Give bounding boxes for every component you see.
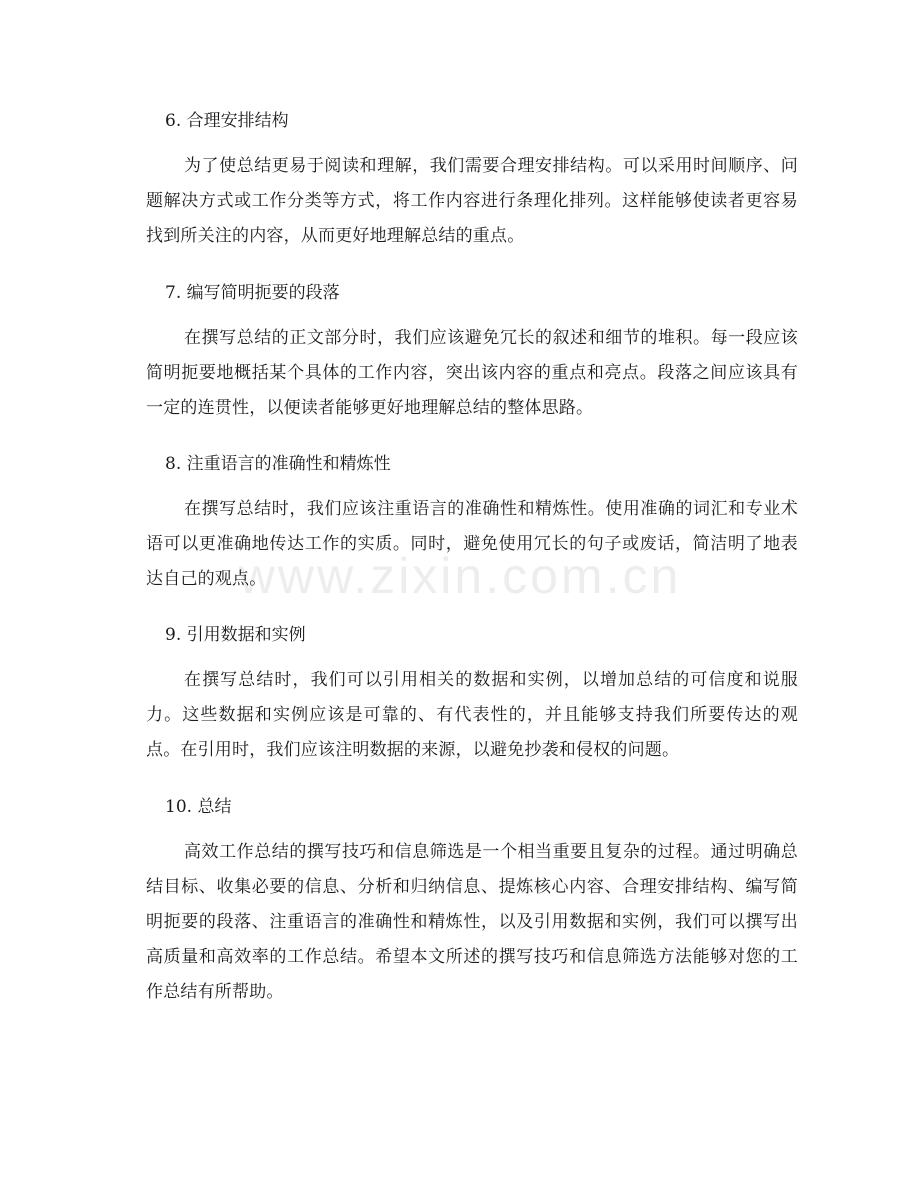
section-body-6: 为了使总结更易于阅读和理解，我们需要合理安排结构。可以采用时间顺序、问题解决方式或工作分类等方式，将工作内容进行条理化排列。这样能够使读者更容易找到所关注的内容，从而更好地理解总结的重点。 [146,156,798,246]
section-heading-6: 6. 合理安排结构 [165,111,289,131]
section-heading-7: 7. 编写简明扼要的段落 [165,283,340,303]
watermark: www.zixin.com.cn [238,548,682,604]
section-body-9: 在撰写总结时，我们可以引用相关的数据和实例，以增加总结的可信度和说服力。这些数据和实例应该是可靠的、有代表性的，并且能够支持我们所要传达的观点。在引用时，我们应该注明数据的来源，以避免抄袭和侵权的问题。 [146,670,798,760]
section-heading-10: 10. 总结 [165,797,232,817]
section-body-7: 在撰写总结的正文部分时，我们应该避免冗长的叙述和细节的堆积。每一段应该简明扼要地概括某个具体的工作内容，突出该内容的重点和亮点。段落之间应该具有一定的连贯性，以便读者能够更好地理解总结的整体思路。 [146,328,798,418]
section-body-8: 在撰写总结时，我们应该注重语言的准确性和精炼性。使用准确的词汇和专业术语可以更准确地传达工作的实质。同时，避免使用冗长的句子或废话，简洁明了地表达自己的观点。 [146,499,798,589]
section-heading-8: 8. 注重语言的准确性和精炼性 [165,454,391,474]
section-heading-9: 9. 引用数据和实例 [165,625,306,645]
section-body-10: 高效工作总结的撰写技巧和信息筛选是一个相当重要且复杂的过程。通过明确总结目标、收集必要的信息、分析和归纳信息、提炼核心内容、合理安排结构、编写简明扼要的段落、注重语言的准确性和精炼性，以及引用数据和实例，我们可以撰写出高质量和高效率的工作总结。希望本文所述的撰写技巧和信息筛选方法能够对您的工作总结有所帮助。 [146,842,798,1002]
